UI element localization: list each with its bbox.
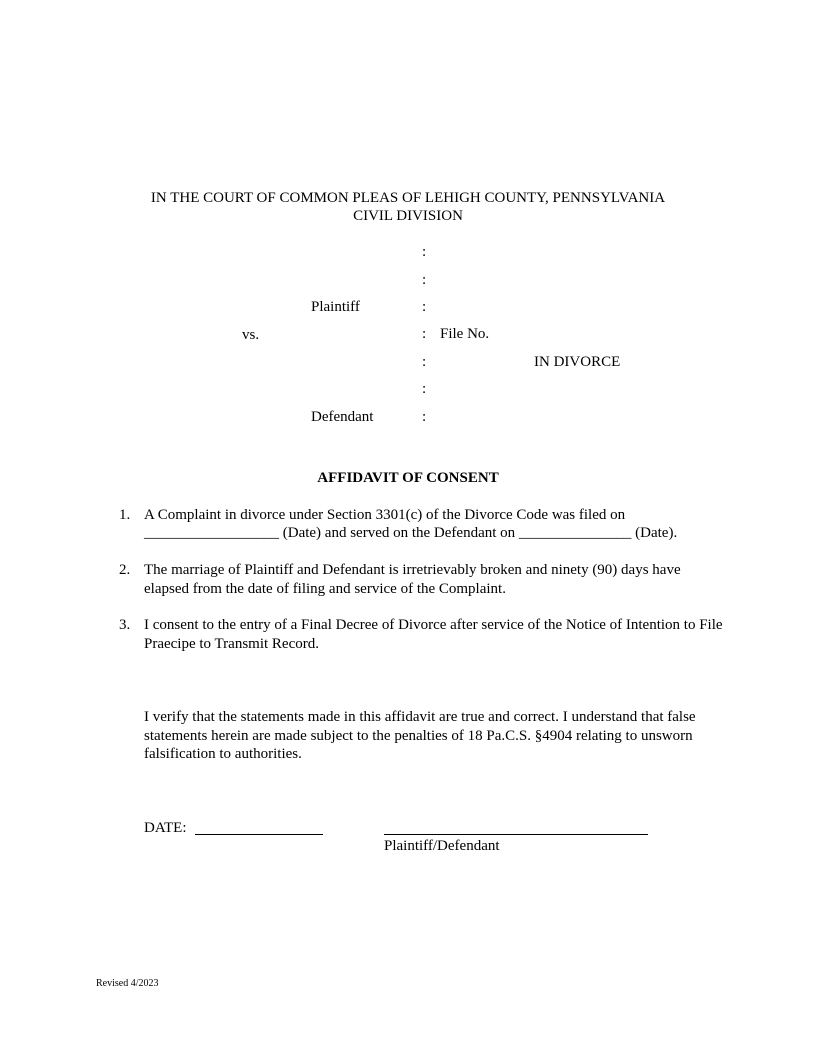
signature-line[interactable] bbox=[384, 834, 648, 835]
date-label: DATE: bbox=[144, 820, 187, 836]
item-number: 1. bbox=[119, 507, 131, 523]
item-1-line-1: A Complaint in divorce under Section 3301(c) of the Divorce Code was filed on bbox=[144, 507, 626, 523]
revised-date: Revised 4/2023 bbox=[96, 978, 159, 989]
caption-colon: : bbox=[422, 244, 427, 260]
defendant-label: Defendant bbox=[311, 409, 374, 425]
item-number: 2. bbox=[119, 562, 131, 578]
date-line[interactable] bbox=[195, 834, 323, 835]
vs-label: vs. bbox=[242, 327, 260, 343]
item-2-text: The marriage of Plaintiff and Defendant is irretrievably broken and ninety (90) days have elapsed from the date of filing and service of the Complaint. bbox=[144, 562, 681, 597]
caption-colon: : bbox=[422, 272, 427, 288]
court-heading: IN THE COURT OF COMMON PLEAS OF LEHIGH COUNTY, PENNSYLVANIA bbox=[150, 190, 666, 206]
caption-colon: : bbox=[422, 381, 427, 397]
plaintiff-label: Plaintiff bbox=[311, 299, 360, 315]
caption-colon: : bbox=[422, 409, 427, 425]
caption-colon: : bbox=[422, 354, 427, 370]
item-number: 3. bbox=[119, 617, 131, 633]
caption-colon: : bbox=[422, 299, 427, 315]
document-title: AFFIDAVIT OF CONSENT bbox=[317, 470, 499, 486]
in-divorce-label: IN DIVORCE bbox=[534, 354, 621, 370]
file-no-label: File No. bbox=[440, 326, 490, 342]
item-1-line-2: __________________ (Date) and served on the Defendant on _______________ (Date). bbox=[144, 525, 678, 541]
caption-colon: : bbox=[422, 326, 427, 342]
item-3-text: I consent to the entry of a Final Decree of Divorce after service of the Notice of Intention to File Praecipe to Transmit Record. bbox=[144, 617, 723, 652]
signer-label: Plaintiff/Defendant bbox=[384, 838, 500, 854]
division-heading: CIVIL DIVISION bbox=[353, 208, 463, 224]
verification-statement: I verify that the statements made in this affidavit are true and correct. I understand that false statements herein are made subject to the penalties of 18 Pa.C.S. §4904 relating to unsworn falsification to authorities. bbox=[144, 709, 696, 762]
